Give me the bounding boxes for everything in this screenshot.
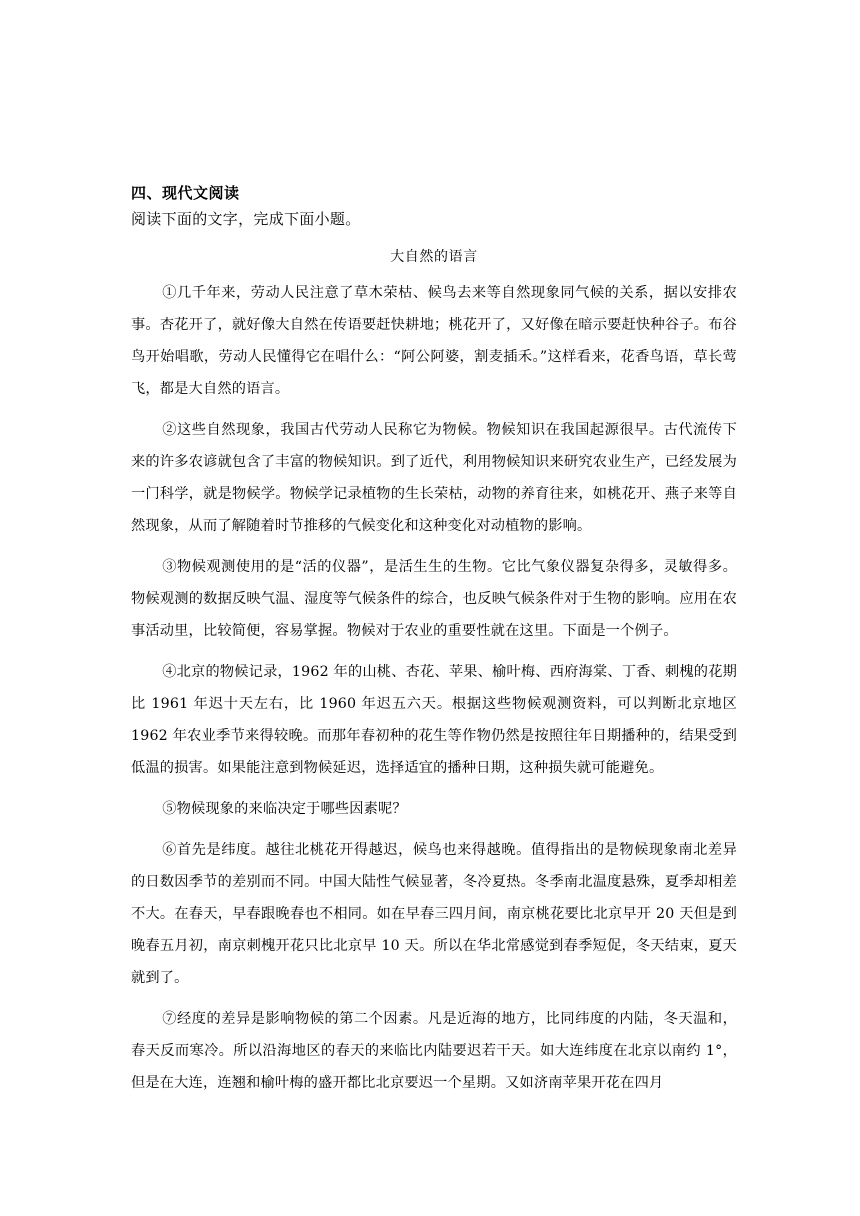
section-heading: 四、现代文阅读 [131, 184, 240, 202]
paragraph-2: ②这些自然现象，我国古代劳动人民称它为物候。物候知识在我国起源很早。古代流传下来的许多农谚就包含了丰富的物候知识。到了近代，利用物候知识来研究农业生产，已经发展为一门科学，就是物候学。物候学记录植物的生长荣枯，动物的养育往来，如桃花开、燕子来等自然现象，从而了解随着时节推移的气候变化和这种变化对动植物的影响。 [131, 422, 737, 534]
paragraph-7: ⑦经度的差异是影响物候的第二个因素。凡是近海的地方，比同纬度的内陆，冬天温和，春天反而寒冷。所以沿海地区的春天的来临比内陆要迟若干天。如大连纬度在北京以南约 1°，但是在大连，连翘和榆叶梅的盛开都比北京要迟一个星期。又如济南苹果开花在四月 [131, 1011, 737, 1091]
paragraph-6: ⑥首先是纬度。越往北桃花开得越迟，候鸟也来得越晚。值得指出的是物候现象南北差异的日数因季节的差别而不同。中国大陆性气候显著，冬冷夏热。冬季南北温度悬殊，夏季却相差不大。在春天，早春跟晚春也不相同。如在早春三四月间，南京桃花要比北京早开 20 天但是到晚春五月初，南京刺槐开花只比北京早 10 天。所以在华北常感觉到春季短促，冬天结束，夏天就到了。 [131, 842, 737, 986]
paragraph-1: ①几千年来，劳动人民注意了草木荣枯、候鸟去来等自然现象同气候的关系，据以安排农事。杏花开了，就好像大自然在传语要赶快耕地；桃花开了，又好像在暗示要赶快种谷子。布谷鸟开始唱歌，劳动人民懂得它在唱什么：“阿公阿婆，割麦插禾。”这样看来，花香鸟语，草长莺飞，都是大自然的语言。 [131, 285, 737, 397]
paragraph-3: ③物候观测使用的是“活的仪器”，是活生生的生物。它比气象仪器复杂得多，灵敏得多。物候观测的数据反映气温、湿度等气候条件的综合，也反映气候条件对于生物的影响。应用在农事活动里，比较简便，容易掌握。物候对于农业的重要性就在这里。下面是一个例子。 [131, 559, 737, 639]
instruction-text: 阅读下面的文字，完成下面小题。 [131, 210, 361, 228]
document-page [131, 180, 737, 1099]
paragraph-5: ⑤物候现象的来临决定于哪些因素呢？ [162, 801, 407, 817]
article-title: 大自然的语言 [390, 249, 478, 265]
paragraph-4: ④北京的物候记录，1962 年的山桃、杏花、苹果、榆叶梅、西府海棠、丁香、刺槐的花期比 1961 年迟十天左右，比 1960 年迟五六天。根据这些物候观测资料，可以判断北京地区 1962 年农业季节来得较晚。而那年春初种的花生等作物仍然是按照往年日期播种的，结果受到低温的损害。如果能注意到物候延迟，选择适宜的播种日期，这种损失就可能避免。 [131, 664, 737, 776]
